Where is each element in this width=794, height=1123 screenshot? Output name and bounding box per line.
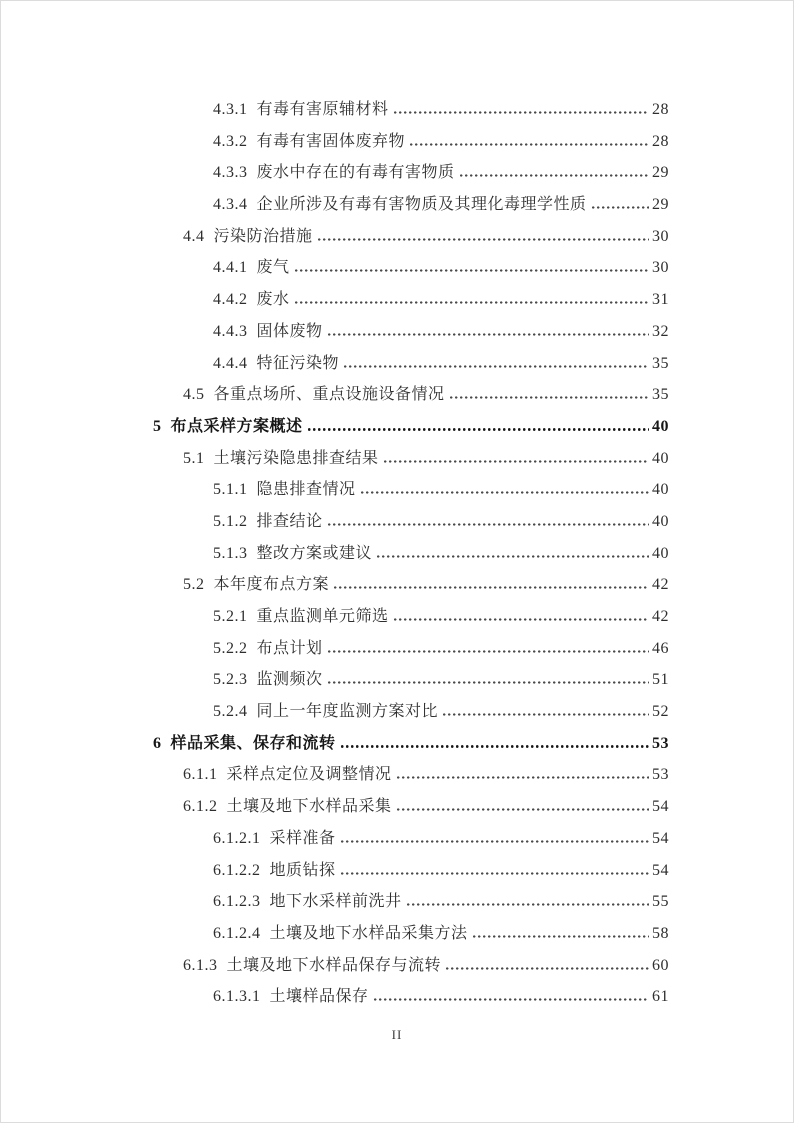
toc-entry[interactable] xyxy=(153,191,669,223)
toc-entry-page: 53 xyxy=(652,734,669,752)
dot-leader xyxy=(361,491,649,494)
toc-entry-number: 6 xyxy=(153,734,162,752)
toc-entry[interactable] xyxy=(153,857,669,889)
toc-entry-number: 4.4.3 xyxy=(213,322,248,340)
toc-entry-number: 6.1.2.2 xyxy=(213,861,261,879)
toc-entry-number: 5.1.2 xyxy=(213,512,248,530)
toc-entry-number: 5.1.3 xyxy=(213,544,248,562)
toc-entry[interactable] xyxy=(153,413,669,445)
toc-entry-page: 29 xyxy=(652,196,669,214)
toc-entry-page: 32 xyxy=(652,322,669,340)
dot-leader xyxy=(308,428,649,431)
dot-leader xyxy=(318,238,649,241)
toc-entry-title: 采样点定位及调整情况 xyxy=(226,766,392,784)
toc-entry-title: 土壤及地下水样品保存与流转 xyxy=(226,956,442,974)
toc-entry-title: 有毒有害固体废弃物 xyxy=(256,132,406,150)
toc-entry-title: 废气 xyxy=(256,259,290,277)
toc-entry-title: 固体废物 xyxy=(256,322,323,340)
toc-entry-number: 4.3.1 xyxy=(213,101,248,118)
dot-leader xyxy=(374,998,649,1001)
dot-leader xyxy=(446,967,649,970)
toc-entry[interactable] xyxy=(153,761,669,793)
toc-entry[interactable] xyxy=(153,793,669,825)
toc-entry-title: 企业所涉及有毒有害物质及其理化毒理学性质 xyxy=(256,196,587,214)
toc-entry-number: 4.4.4 xyxy=(213,354,248,372)
toc-entry-page: 54 xyxy=(652,861,669,879)
toc-entry-page: 40 xyxy=(652,544,669,562)
toc-entry-number: 6.1.3 xyxy=(183,956,218,974)
toc-entry[interactable] xyxy=(153,223,669,255)
toc-entry-title: 本年度布点方案 xyxy=(213,576,330,594)
toc-entry-number: 4.4.1 xyxy=(213,259,248,277)
toc-entry-title: 采样准备 xyxy=(269,829,336,847)
toc-entry[interactable] xyxy=(153,635,669,667)
dot-leader xyxy=(295,301,649,304)
toc-entry[interactable] xyxy=(153,254,669,286)
toc-entry-title: 废水中存在的有毒有害物质 xyxy=(256,164,455,182)
dot-leader xyxy=(592,206,649,209)
dot-leader xyxy=(334,586,649,589)
toc-entry-page: 54 xyxy=(652,829,669,847)
toc-entry-title: 地下水采样前洗井 xyxy=(269,893,402,911)
toc-entry-title: 土壤样品保存 xyxy=(269,988,369,1006)
toc-entry[interactable] xyxy=(153,920,669,952)
toc-entry-number: 5.2.1 xyxy=(213,608,248,625)
toc-entry[interactable] xyxy=(153,666,669,698)
toc-entry-title: 同上一年度监测方案对比 xyxy=(256,703,439,721)
toc-entry-number: 4.4 xyxy=(183,227,205,245)
toc-entry-page: 35 xyxy=(652,354,669,372)
toc-entry-title: 布点采样方案概述 xyxy=(170,417,303,435)
toc-entry-page: 28 xyxy=(652,101,669,118)
toc-entry-number: 5.1.1 xyxy=(213,481,248,499)
toc-entry-title: 整改方案或建议 xyxy=(256,544,373,562)
toc-entry-number: 6.1.1 xyxy=(183,766,218,784)
toc-entry-number: 5.2 xyxy=(183,576,205,594)
toc-entry-number: 5.2.4 xyxy=(213,703,248,721)
toc-entry-title: 地质钻探 xyxy=(269,861,336,879)
toc-entry-page: 29 xyxy=(652,164,669,182)
toc-entry-page: 46 xyxy=(652,639,669,657)
toc-entry-number: 4.3.4 xyxy=(213,196,248,214)
dot-leader xyxy=(328,523,649,526)
toc-entry[interactable] xyxy=(153,96,669,128)
toc-entry-page: 54 xyxy=(652,798,669,816)
toc-entry-page: 52 xyxy=(652,703,669,721)
toc-entry-number: 6.1.2.3 xyxy=(213,893,261,911)
toc-entry-title: 重点监测单元筛选 xyxy=(256,608,389,625)
dot-leader xyxy=(407,903,649,906)
toc-entry-number: 4.5 xyxy=(183,386,205,404)
dot-leader xyxy=(473,935,649,938)
toc-entry-number: 4.4.2 xyxy=(213,291,248,309)
toc-entry-title: 监测频次 xyxy=(256,671,323,689)
toc-entry-number: 4.3.3 xyxy=(213,164,248,182)
toc-entry-number: 6.1.2.1 xyxy=(213,829,261,847)
toc-entry-number: 5.1 xyxy=(183,449,205,467)
toc-entry-page: 40 xyxy=(652,512,669,530)
toc-entry-title: 土壤污染隐患排查结果 xyxy=(213,449,379,467)
dot-leader xyxy=(341,872,649,875)
dot-leader xyxy=(328,333,649,336)
toc-list xyxy=(153,96,669,1015)
toc-entry-number: 5 xyxy=(153,417,162,435)
toc-entry-title: 废水 xyxy=(256,291,290,309)
dot-leader xyxy=(328,650,649,653)
toc-entry-title: 隐患排查情况 xyxy=(256,481,356,499)
toc-entry-number: 5.2.2 xyxy=(213,639,248,657)
toc-entry-page: 40 xyxy=(652,417,669,435)
toc-entry-page: 40 xyxy=(652,481,669,499)
dot-leader xyxy=(328,681,649,684)
toc-entry[interactable] xyxy=(153,952,669,984)
toc-entry-page: 35 xyxy=(652,386,669,404)
toc-entry[interactable] xyxy=(153,381,669,413)
toc-entry[interactable] xyxy=(153,825,669,857)
dot-leader xyxy=(384,460,649,463)
toc-entry[interactable] xyxy=(153,476,669,508)
toc-entry[interactable] xyxy=(153,730,669,762)
page-number-footer: II xyxy=(391,1027,403,1042)
toc-entry[interactable] xyxy=(153,983,669,1015)
dot-leader xyxy=(344,365,649,368)
toc-entry[interactable] xyxy=(153,571,669,603)
toc-entry[interactable] xyxy=(153,350,669,382)
dot-leader xyxy=(460,174,649,177)
toc-entry-page: 58 xyxy=(652,924,669,942)
toc-entry-page: 30 xyxy=(652,259,669,277)
toc-entry-title: 有毒有害原辅材料 xyxy=(256,101,389,118)
toc-entry-title: 排查结论 xyxy=(256,512,323,530)
dot-leader xyxy=(394,111,649,114)
toc-entry-page: 31 xyxy=(652,291,669,309)
toc-entry-number: 6.1.2.4 xyxy=(213,924,261,942)
toc-entry[interactable] xyxy=(153,698,669,730)
toc-entry-title: 布点计划 xyxy=(256,639,323,657)
toc-entry-page: 30 xyxy=(652,227,669,245)
toc-entry-page: 42 xyxy=(652,576,669,594)
toc-entry[interactable] xyxy=(153,318,669,350)
toc-entry-number: 6.1.3.1 xyxy=(213,988,261,1006)
dot-leader xyxy=(341,840,649,843)
toc-entry[interactable] xyxy=(153,445,669,477)
toc-entry[interactable] xyxy=(153,159,669,191)
toc-entry[interactable] xyxy=(153,888,669,920)
toc-entry[interactable] xyxy=(153,603,669,635)
dot-leader xyxy=(397,776,649,779)
dot-leader xyxy=(443,713,649,716)
dot-leader xyxy=(397,808,649,811)
toc-entry-page: 51 xyxy=(652,671,669,689)
dot-leader xyxy=(295,269,649,272)
dot-leader xyxy=(410,143,649,146)
toc-entry[interactable] xyxy=(153,128,669,160)
toc-entry-page: 42 xyxy=(652,608,669,625)
toc-entry-title: 特征污染物 xyxy=(256,354,340,372)
toc-entry-page: 60 xyxy=(652,956,669,974)
toc-entry[interactable] xyxy=(153,540,669,572)
toc-entry[interactable] xyxy=(153,286,669,318)
toc-entry-page: 61 xyxy=(652,988,669,1006)
dot-leader xyxy=(394,618,649,621)
toc-entry-number: 4.3.2 xyxy=(213,132,248,150)
dot-leader xyxy=(341,745,649,748)
toc-entry-page: 53 xyxy=(652,766,669,784)
toc-entry-title: 样品采集、保存和流转 xyxy=(170,734,336,752)
toc-entry-title: 污染防治措施 xyxy=(213,227,313,245)
toc-entry-title: 土壤及地下水样品采集 xyxy=(226,798,392,816)
dot-leader xyxy=(377,555,649,558)
toc-entry-page: 55 xyxy=(652,893,669,911)
toc-entry-number: 5.2.3 xyxy=(213,671,248,689)
toc-entry-page: 28 xyxy=(652,132,669,150)
toc-entry-title: 各重点场所、重点设施设备情况 xyxy=(213,386,445,404)
toc-entry-number: 6.1.2 xyxy=(183,798,218,816)
dot-leader xyxy=(450,396,649,399)
toc-entry-page: 40 xyxy=(652,449,669,467)
toc-entry[interactable] xyxy=(153,508,669,540)
toc-entry-title: 土壤及地下水样品采集方法 xyxy=(269,924,468,942)
